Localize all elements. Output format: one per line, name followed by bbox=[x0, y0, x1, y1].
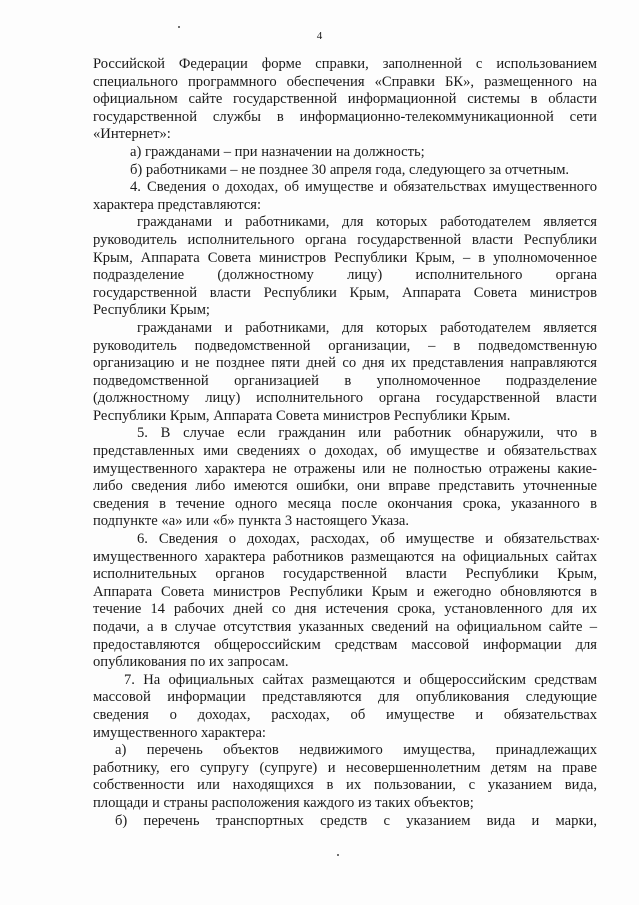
text-line: течение 14 рабочих дней со дня истечения срока, установленного для их bbox=[93, 601, 597, 618]
text-line: имущественного характера не отражены или не полностью отражены какие- bbox=[93, 460, 597, 477]
text-line: б) перечень транспортных средств с указанием вида и марки, bbox=[115, 812, 597, 829]
text-line: государственной власти Республики Крым, Аппарата Совета министров bbox=[93, 284, 597, 301]
text-line: имущественного характера работников размещаются на официальных сайтах bbox=[93, 548, 597, 565]
text-line: (должностному лицу) исполнительного органа государственной власти bbox=[93, 390, 597, 407]
text-line: подведомственной организацией в уполномоченное подразделение bbox=[93, 372, 597, 389]
text-line: организацию и не позднее пяти дней со дня их представления направляются bbox=[93, 355, 597, 372]
text-line: а) перечень объектов недвижимого имущества, принадлежащих bbox=[115, 742, 597, 759]
text-line: официальном сайте государственной информационной системы в области bbox=[93, 91, 597, 108]
page-number: 4 bbox=[316, 30, 323, 42]
text-line: Крым, Аппарата Совета министров Республики Крым, – в уполномоченное bbox=[93, 249, 597, 266]
text-line: сведения в течение одного месяца после окончания срока, указанного в bbox=[93, 495, 597, 512]
text-line: опубликования по их запросам. bbox=[93, 654, 289, 671]
text-line: сведения о доходах, расходах, об имуществе и обязательствах bbox=[93, 706, 597, 723]
text-line: массовой информации представляются для опубликования следующие bbox=[93, 689, 597, 706]
text-line: Республики Крым; bbox=[93, 302, 210, 319]
text-line: гражданами и работниками, для которых работодателем является bbox=[137, 214, 597, 231]
text-line: подпункте «а» или «б» пункта 3 настоящего Указа. bbox=[93, 513, 410, 530]
scan-speck bbox=[597, 538, 599, 540]
text-line: предоставляются общероссийским средствам массовой информации для bbox=[93, 636, 597, 653]
text-line: Аппарата Совета министров Республики Крым и ежегодно обновляются в bbox=[93, 583, 597, 600]
text-line: подразделение (должностному лицу) исполнительного органа bbox=[93, 267, 597, 284]
text-line: б) работниками – не позднее 30 апреля года, следующего за отчетным. bbox=[130, 161, 570, 178]
scan-speck bbox=[178, 26, 180, 28]
document-body bbox=[93, 56, 597, 830]
text-line: руководитель подведомственной организации, – в подведомственную bbox=[93, 337, 597, 354]
text-line: 4. Сведения о доходах, об имуществе и обязательствах имущественного bbox=[130, 179, 597, 196]
text-line: руководитель исполнительного органа государственной власти Республики bbox=[93, 231, 597, 248]
text-line: исполнительных органов государственной власти Республики Крым, bbox=[93, 566, 597, 583]
text-line: 6. Сведения о доходах, расходах, об имуществе и обязательствах bbox=[137, 531, 597, 548]
text-line: государственной службы в информационно-телекоммуникационной сети bbox=[93, 108, 597, 125]
text-line: 7. На официальных сайтах размещаются и общероссийским средствам bbox=[124, 671, 597, 688]
text-line: подачи, а в случае отсутствия указанных сведений на официальном сайте – bbox=[93, 619, 597, 635]
text-line: «Интернет»: bbox=[93, 126, 171, 143]
text-line: либо сведения либо имеются ошибки, они вправе представить уточненные bbox=[93, 478, 597, 495]
text-line: Республики Крым, Аппарата Совета министров Республики Крым. bbox=[93, 407, 511, 424]
text-line: характера представляются: bbox=[93, 196, 262, 213]
text-line: 5. В случае если гражданин или работник обнаружили, что в bbox=[137, 425, 597, 442]
text-line: площади и страны расположения каждого из таких объектов; bbox=[93, 794, 474, 811]
text-line: представленных ими сведениях о доходах, об имуществе и обязательствах bbox=[93, 443, 597, 460]
text-line: Российской Федерации форме справки, заполненной с использованием bbox=[93, 56, 597, 72]
text-line: собственности или находящихся в их пользовании, с указанием вида, bbox=[93, 777, 597, 794]
text-line: специального программного обеспечения «Справки БК», размещенного на bbox=[93, 73, 597, 90]
scan-speck bbox=[337, 854, 339, 856]
text-line: работнику, его супругу (супруге) и несовершеннолетним детям на праве bbox=[93, 759, 597, 776]
text-line: имущественного характера: bbox=[93, 724, 266, 741]
text-line: а) гражданами – при назначении на должность; bbox=[130, 143, 425, 160]
text-line: гражданами и работниками, для которых работодателем является bbox=[137, 319, 597, 336]
